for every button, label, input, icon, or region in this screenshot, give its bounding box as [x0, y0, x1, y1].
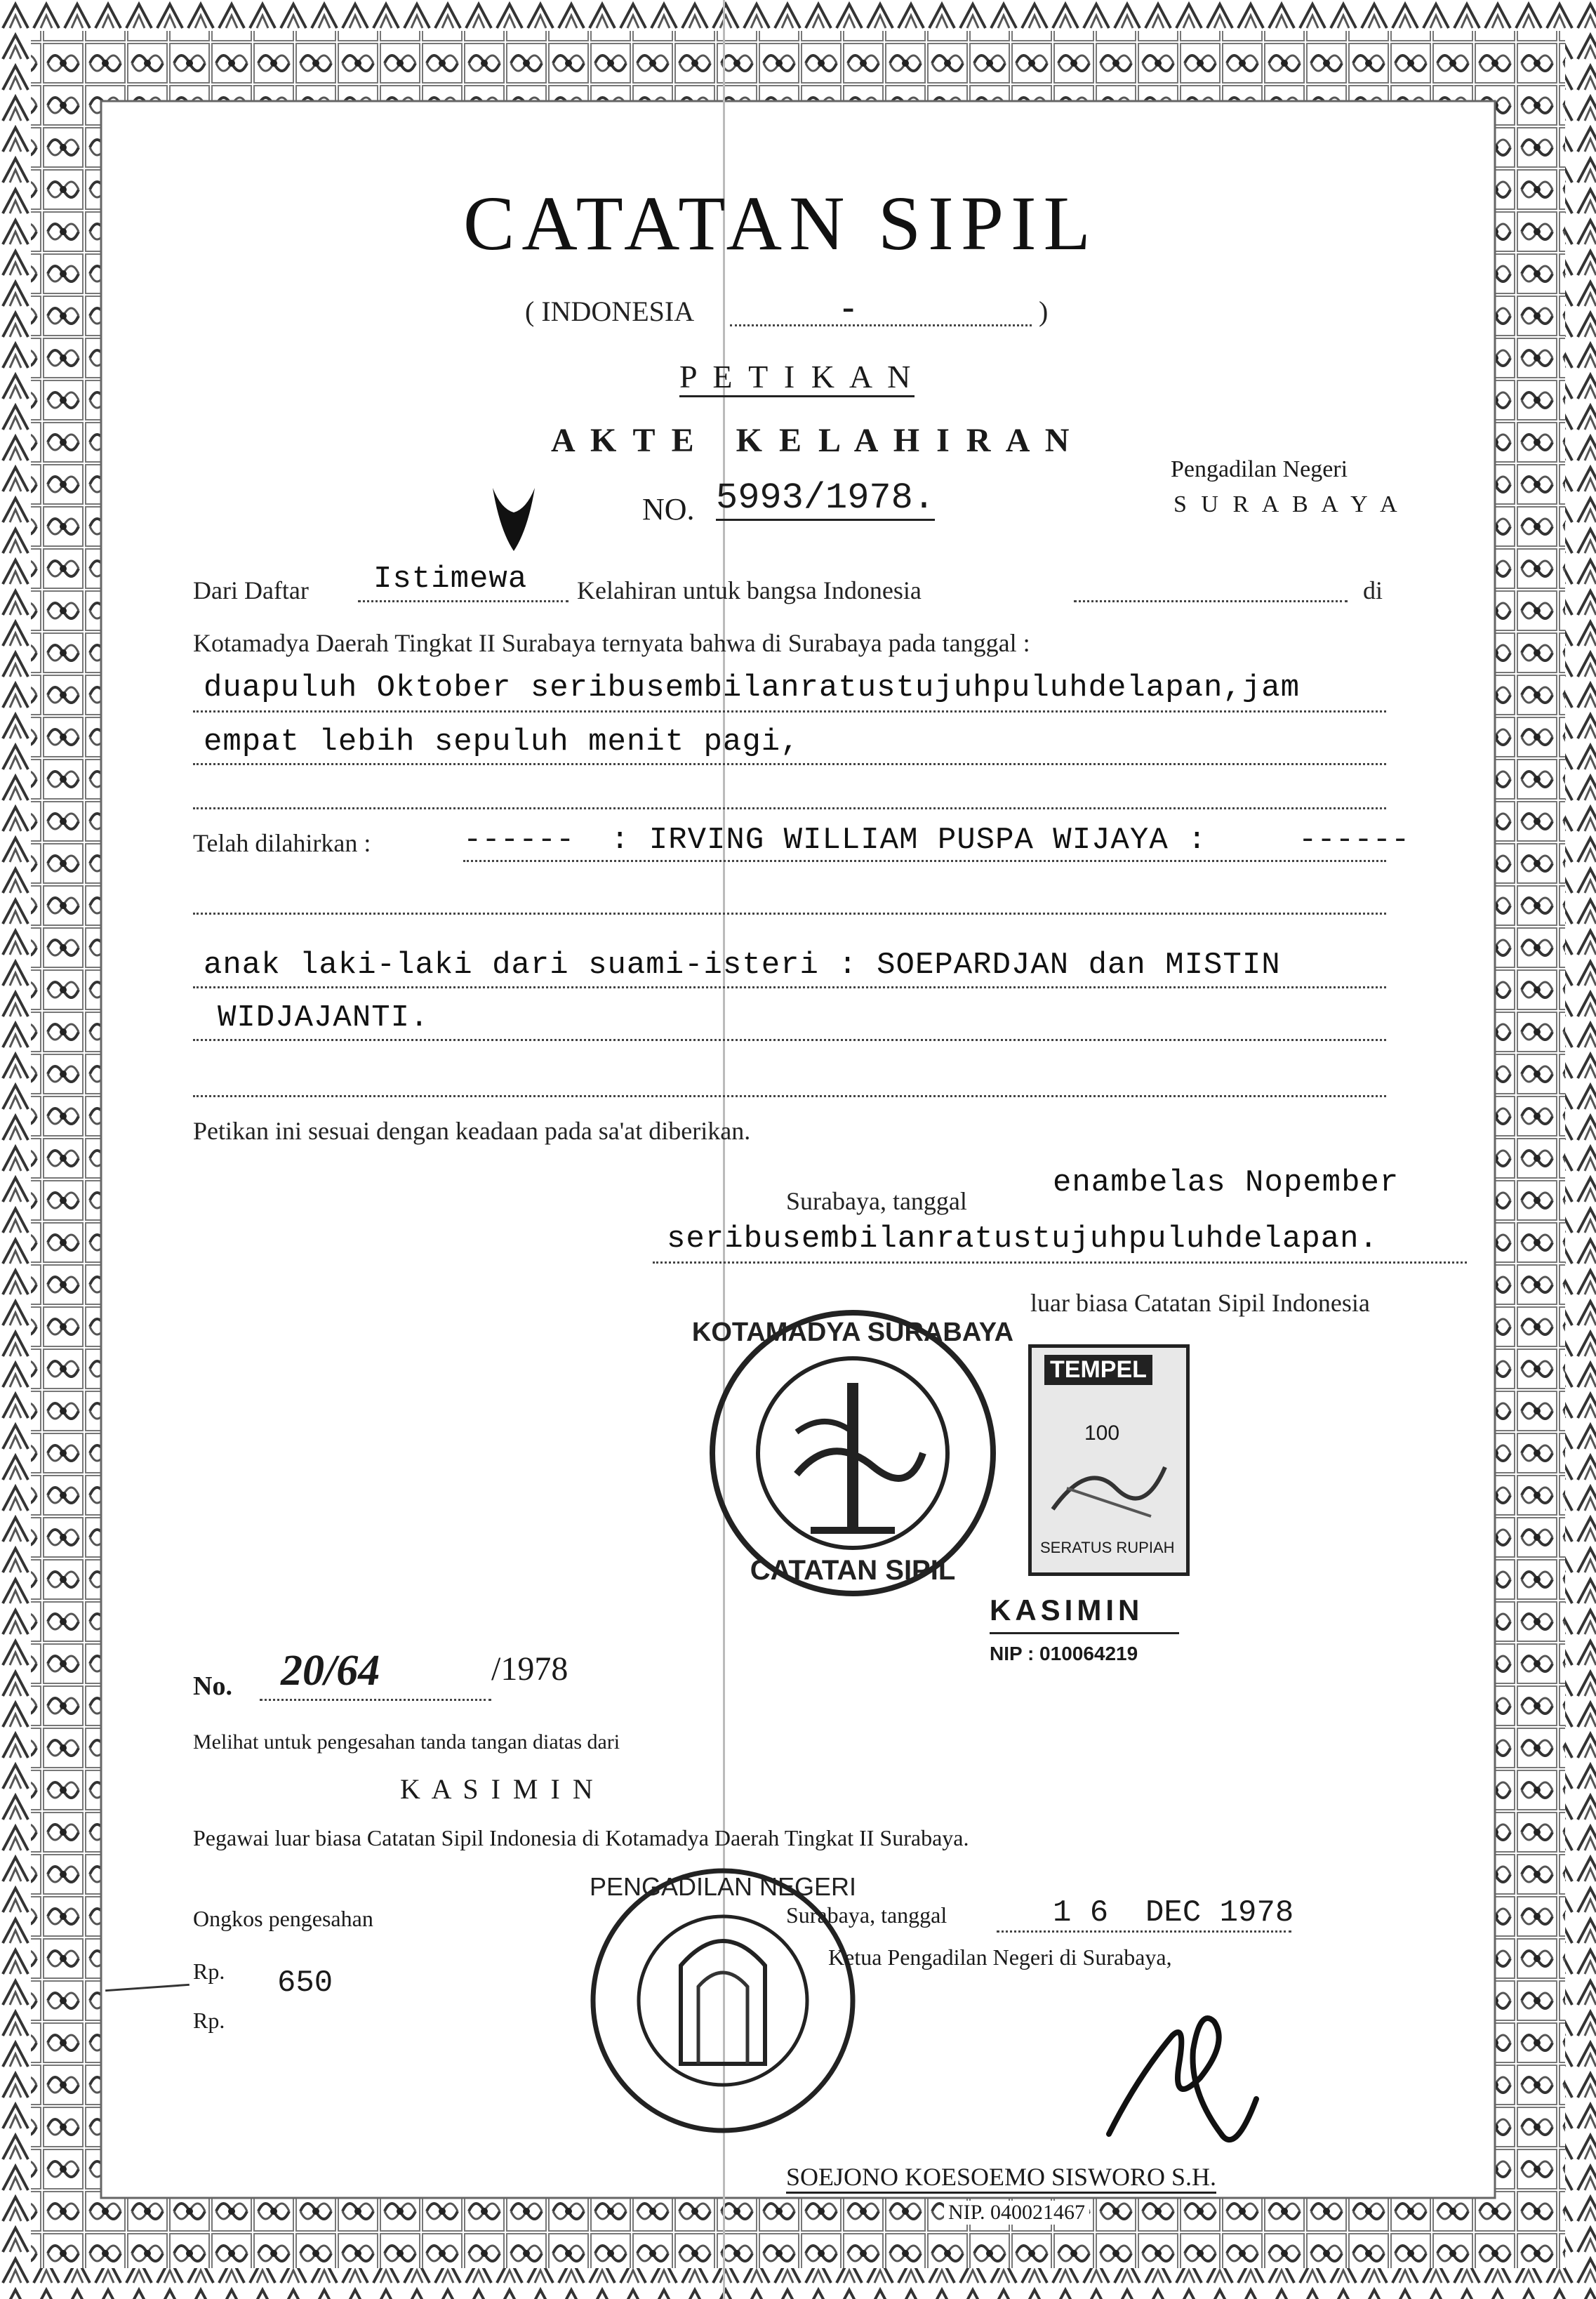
legal-no-label: No. [193, 1671, 232, 1701]
court-seal [576, 1853, 870, 2148]
signing-place-label: Surabaya, tanggal [786, 1187, 967, 1215]
country-dash: - [842, 287, 855, 327]
from-register-label: Dari Daftar [193, 576, 309, 604]
court-header-line1: Pengadilan Negeri [1171, 456, 1348, 482]
stamp-top-label: TEMPEL [1044, 1355, 1152, 1385]
legal-fee-label: Ongkos pengesahan [193, 1906, 373, 1931]
legal-rp1-label: Rp. [193, 1959, 225, 1984]
signer-name: KASIMIN [990, 1594, 1144, 1626]
child-line2: WIDJAJANTI. [218, 1000, 430, 1035]
signing-date-line2: seribusembilanratustujuhpuluhdelapan. [667, 1221, 1378, 1257]
city-line: Kotamadya Daerah Tingkat II Surabaya ternyata bahwa di Surabaya pada tanggal : [193, 629, 1030, 657]
stamp-cancel-mark-icon [1046, 1446, 1172, 1530]
birth-date-line2: empat lebih sepuluh menit pagi, [204, 724, 800, 760]
court-header-line2: S U R A B A Y A [1173, 491, 1402, 517]
judge-signature [1095, 1994, 1277, 2162]
legal-date-label: Surabaya, tanggal [786, 1902, 947, 1928]
document-title: CATATAN SIPIL [463, 180, 1098, 266]
country-open: ( INDONESIA [525, 296, 695, 327]
garuda-mark-icon [486, 481, 542, 558]
legal-employee-line: Pegawai luar biasa Catatan Sipil Indonesia di Kotamadya Daerah Tingkat II Surabaya. [193, 1825, 969, 1850]
number-label: NO. [642, 492, 695, 526]
stamp-bottom-label: SERATUS RUPIAH [1040, 1539, 1175, 1556]
signer-nip: NIP : 010064219 [990, 1643, 1138, 1664]
court-seal-text: PENGADILAN NEGERI [589, 1872, 857, 1901]
legal-date-value: 1 6 DEC 1978 [1053, 1895, 1294, 1930]
stamp-value: 100 [1084, 1422, 1120, 1445]
legal-court-line: Ketua Pengadilan Negeri di Surabaya, [828, 1944, 1172, 1970]
born-label: Telah dilahirkan : [193, 829, 371, 857]
seal-text-top: KOTAMADYA SURABAYA [691, 1318, 1014, 1347]
birth-date-line1: duapuluh Oktober seribusembilanratustujuhpuluhdelapan,jam [204, 670, 1301, 705]
legal-name: K A S I M I N [400, 1773, 596, 1805]
born-dashes-right: ------ [1298, 823, 1410, 858]
legal-rp1-value: 650 [277, 1966, 333, 2001]
legal-rp2-label: Rp. [193, 2008, 225, 2033]
doc-type: A K T E K E L A H I R A N [551, 422, 1074, 459]
civil-registry-seal [691, 1292, 1014, 1615]
official-title: luar biasa Catatan Sipil Indonesia [1030, 1289, 1370, 1317]
number-value: 5993/1978. [716, 477, 935, 521]
di-label: di [1363, 576, 1383, 604]
legal-no-year: /1978 [491, 1650, 568, 1688]
signing-date-line1: enambelas Nopember [1053, 1165, 1399, 1200]
legal-see-line: Melihat untuk pengesahan tanda tangan diatas dari [193, 1730, 620, 1754]
born-dashes-left: ------ [463, 823, 575, 858]
closing-line: Petikan ini sesuai dengan keadaan pada sa'at diberikan. [193, 1117, 751, 1145]
register-value: Istimewa [373, 562, 528, 597]
judge-name: SOEJONO KOESOEMO SISWORO S.H. [786, 2162, 1216, 2194]
legal-no-handwritten: 20/64 [281, 1647, 380, 1695]
birth-for-label: Kelahiran untuk bangsa Indonesia [577, 576, 922, 604]
subtitle-petikan: P E T I K A N [679, 358, 915, 397]
revenue-stamp [1028, 1344, 1190, 1576]
seal-text-bottom: CATATAN SIPIL [750, 1555, 956, 1586]
child-line1: anak laki-laki dari suami-isteri : SOEPARDJAN dan MISTIN [204, 948, 1281, 983]
judge-nip: NIP. 040021467 [944, 2201, 1089, 2225]
born-value: : IRVING WILLIAM PUSPA WIJAYA : [611, 823, 1207, 858]
country-close: ) [1039, 296, 1049, 327]
